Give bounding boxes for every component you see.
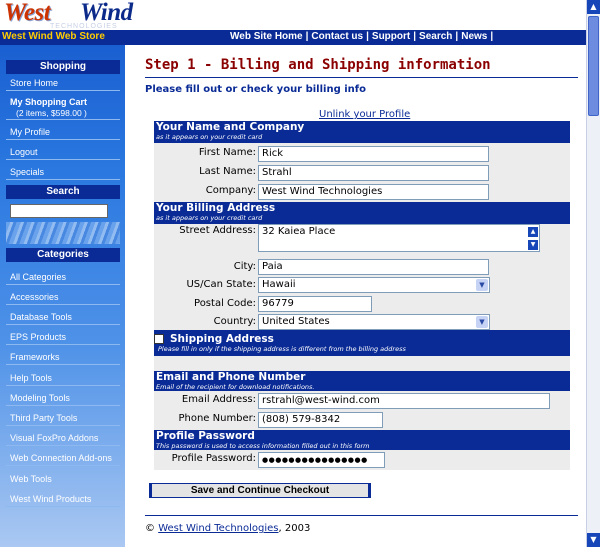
name-section-title: Your Name and Company bbox=[156, 121, 305, 133]
nav-link-support[interactable]: Support bbox=[371, 31, 411, 42]
shipping-section-body bbox=[154, 356, 570, 371]
company-field[interactable]: West Wind Technologies bbox=[258, 184, 489, 200]
sidebar-item-store-home[interactable]: Store Home bbox=[6, 77, 120, 91]
nav-link-news[interactable]: News bbox=[461, 31, 488, 42]
contact-section-header bbox=[154, 371, 570, 391]
footer-company-link[interactable]: West Wind Technologies bbox=[158, 523, 279, 534]
footer-year: , 2003 bbox=[278, 523, 311, 534]
shipping-section-title: Shipping Address bbox=[170, 333, 274, 345]
web-store-link[interactable]: West Wind Web Store bbox=[2, 31, 105, 42]
password-section-title: Profile Password bbox=[156, 430, 255, 442]
unlink-profile-link[interactable]: Unlink your Profile bbox=[319, 109, 411, 120]
name-section-body bbox=[154, 143, 570, 202]
billing-section-body bbox=[154, 224, 570, 330]
chevron-down-icon[interactable]: ▼ bbox=[476, 279, 488, 291]
category-help-tools[interactable]: Help Tools bbox=[6, 372, 120, 386]
footer bbox=[145, 523, 310, 534]
nav-link-web-site-home[interactable]: Web Site Home bbox=[230, 31, 303, 42]
first-name-field[interactable]: Rick bbox=[258, 146, 489, 162]
page-title: Step 1 - Billing and Shipping information bbox=[145, 57, 491, 73]
chevron-down-icon[interactable]: ▼ bbox=[476, 316, 488, 328]
postal-code-field[interactable]: 96779 bbox=[258, 296, 372, 312]
top-nav-bar bbox=[0, 30, 586, 45]
nav-link-contact-us[interactable]: Contact us bbox=[311, 31, 364, 42]
category-visual-foxpro-addons[interactable]: Visual FoxPro Addons bbox=[6, 432, 120, 446]
category-web-tools[interactable]: Web Tools bbox=[6, 473, 120, 487]
contact-section-body bbox=[154, 391, 570, 430]
nav-separator: | bbox=[413, 31, 417, 42]
billing-section-note: as it appears on your credit card bbox=[156, 214, 263, 222]
category-web-connection-addons[interactable]: Web Connection Add-ons bbox=[6, 452, 120, 466]
last-name-field[interactable]: Strahl bbox=[258, 165, 489, 181]
profile-password-field[interactable]: ●●●●●●●●●●●●●●●● bbox=[258, 452, 385, 468]
sidebar bbox=[0, 45, 125, 547]
main-content bbox=[145, 45, 580, 547]
scroll-up-icon[interactable]: ▲ bbox=[587, 0, 600, 14]
scroll-down-icon[interactable]: ▼ bbox=[587, 533, 600, 547]
state-select[interactable] bbox=[258, 277, 490, 293]
logo-word-west: West bbox=[4, 0, 51, 26]
instructions-text: Please fill out or check your billing info bbox=[145, 84, 366, 95]
sidebar-item-logout[interactable]: Logout bbox=[6, 146, 120, 160]
country-select-value: United States bbox=[262, 316, 330, 327]
password-section-body bbox=[154, 450, 570, 470]
vertical-scrollbar[interactable] bbox=[586, 0, 600, 547]
category-modeling-tools[interactable]: Modeling Tools bbox=[6, 392, 120, 406]
shipping-section-note: Please fill in only if the shipping address is different from the billing address bbox=[158, 345, 406, 353]
textarea-scroll-up-icon[interactable]: ▲ bbox=[528, 227, 538, 237]
category-frameworks[interactable]: Frameworks bbox=[6, 351, 120, 365]
billing-section-title: Your Billing Address bbox=[156, 202, 276, 214]
state-label: US/Can State: bbox=[186, 279, 256, 290]
sidebar-search-header: Search bbox=[6, 185, 120, 199]
nav-separator: | bbox=[490, 31, 494, 42]
contact-section-title: Email and Phone Number bbox=[156, 371, 306, 383]
sidebar-item-my-profile[interactable]: My Profile bbox=[6, 126, 120, 140]
sidebar-shopping-header: Shopping bbox=[6, 60, 120, 74]
postal-code-label: Postal Code: bbox=[194, 298, 256, 309]
category-west-wind-products[interactable]: West Wind Products bbox=[6, 493, 120, 507]
site-header bbox=[0, 0, 586, 30]
shipping-address-checkbox[interactable] bbox=[154, 334, 164, 344]
company-label: Company: bbox=[205, 185, 256, 196]
city-label: City: bbox=[233, 261, 256, 272]
name-section-note: as it appears on your credit card bbox=[156, 133, 263, 141]
sidebar-item-shopping-cart[interactable]: My Shopping Cart bbox=[10, 97, 87, 107]
scroll-thumb[interactable] bbox=[588, 16, 599, 116]
cart-summary: (2 items, $598.00 ) bbox=[16, 108, 87, 118]
street-address-textarea[interactable] bbox=[258, 224, 540, 252]
phone-label: Phone Number: bbox=[178, 413, 256, 424]
sidebar-search-input[interactable] bbox=[10, 204, 108, 218]
first-name-label: First Name: bbox=[198, 147, 256, 158]
category-third-party-tools[interactable]: Third Party Tools bbox=[6, 412, 120, 426]
nav-link-search[interactable]: Search bbox=[419, 31, 453, 42]
street-address-value: 32 Kaiea Place bbox=[262, 226, 336, 237]
billing-section-header bbox=[154, 202, 570, 224]
shipping-section-header bbox=[154, 330, 570, 356]
logo-word-wind: Wind bbox=[80, 0, 133, 26]
category-database-tools[interactable]: Database Tools bbox=[6, 311, 120, 325]
category-all-categories[interactable]: All Categories bbox=[6, 271, 120, 285]
contact-section-note: Email of the recipient for download notifications. bbox=[156, 383, 315, 391]
profile-password-label: Profile Password: bbox=[171, 453, 256, 464]
sidebar-categories-header: Categories bbox=[6, 248, 120, 262]
top-nav-links bbox=[230, 31, 496, 42]
title-divider bbox=[145, 77, 578, 78]
textarea-scroll-down-icon[interactable]: ▼ bbox=[528, 240, 538, 250]
category-eps-products[interactable]: EPS Products bbox=[6, 331, 120, 345]
city-field[interactable]: Paia bbox=[258, 259, 489, 275]
logo-tagline: TECHNOLOGIES bbox=[50, 23, 118, 30]
nav-separator: | bbox=[366, 31, 369, 42]
password-section-header bbox=[154, 430, 570, 450]
sidebar-decorative-image bbox=[6, 222, 120, 244]
email-label: Email Address: bbox=[181, 394, 256, 405]
nav-separator: | bbox=[455, 31, 459, 42]
name-section-header bbox=[154, 121, 570, 143]
email-field[interactable]: rstrahl@west-wind.com bbox=[258, 393, 550, 409]
footer-divider bbox=[145, 515, 578, 516]
country-label: Country: bbox=[213, 316, 256, 327]
sidebar-item-specials[interactable]: Specials bbox=[6, 166, 120, 180]
nav-separator: | bbox=[305, 31, 309, 42]
street-address-label: Street Address: bbox=[179, 225, 256, 236]
sidebar-divider bbox=[6, 119, 120, 120]
phone-field[interactable]: (808) 579-8342 bbox=[258, 412, 383, 428]
save-and-continue-button[interactable]: Save and Continue Checkout bbox=[149, 483, 371, 498]
last-name-label: Last Name: bbox=[199, 166, 256, 177]
state-select-value: Hawaii bbox=[262, 279, 296, 290]
password-section-note: This password is used to access information filled out in this form bbox=[156, 442, 370, 450]
category-accessories[interactable]: Accessories bbox=[6, 291, 120, 305]
country-select[interactable] bbox=[258, 314, 490, 330]
copyright-symbol: © bbox=[145, 523, 155, 534]
